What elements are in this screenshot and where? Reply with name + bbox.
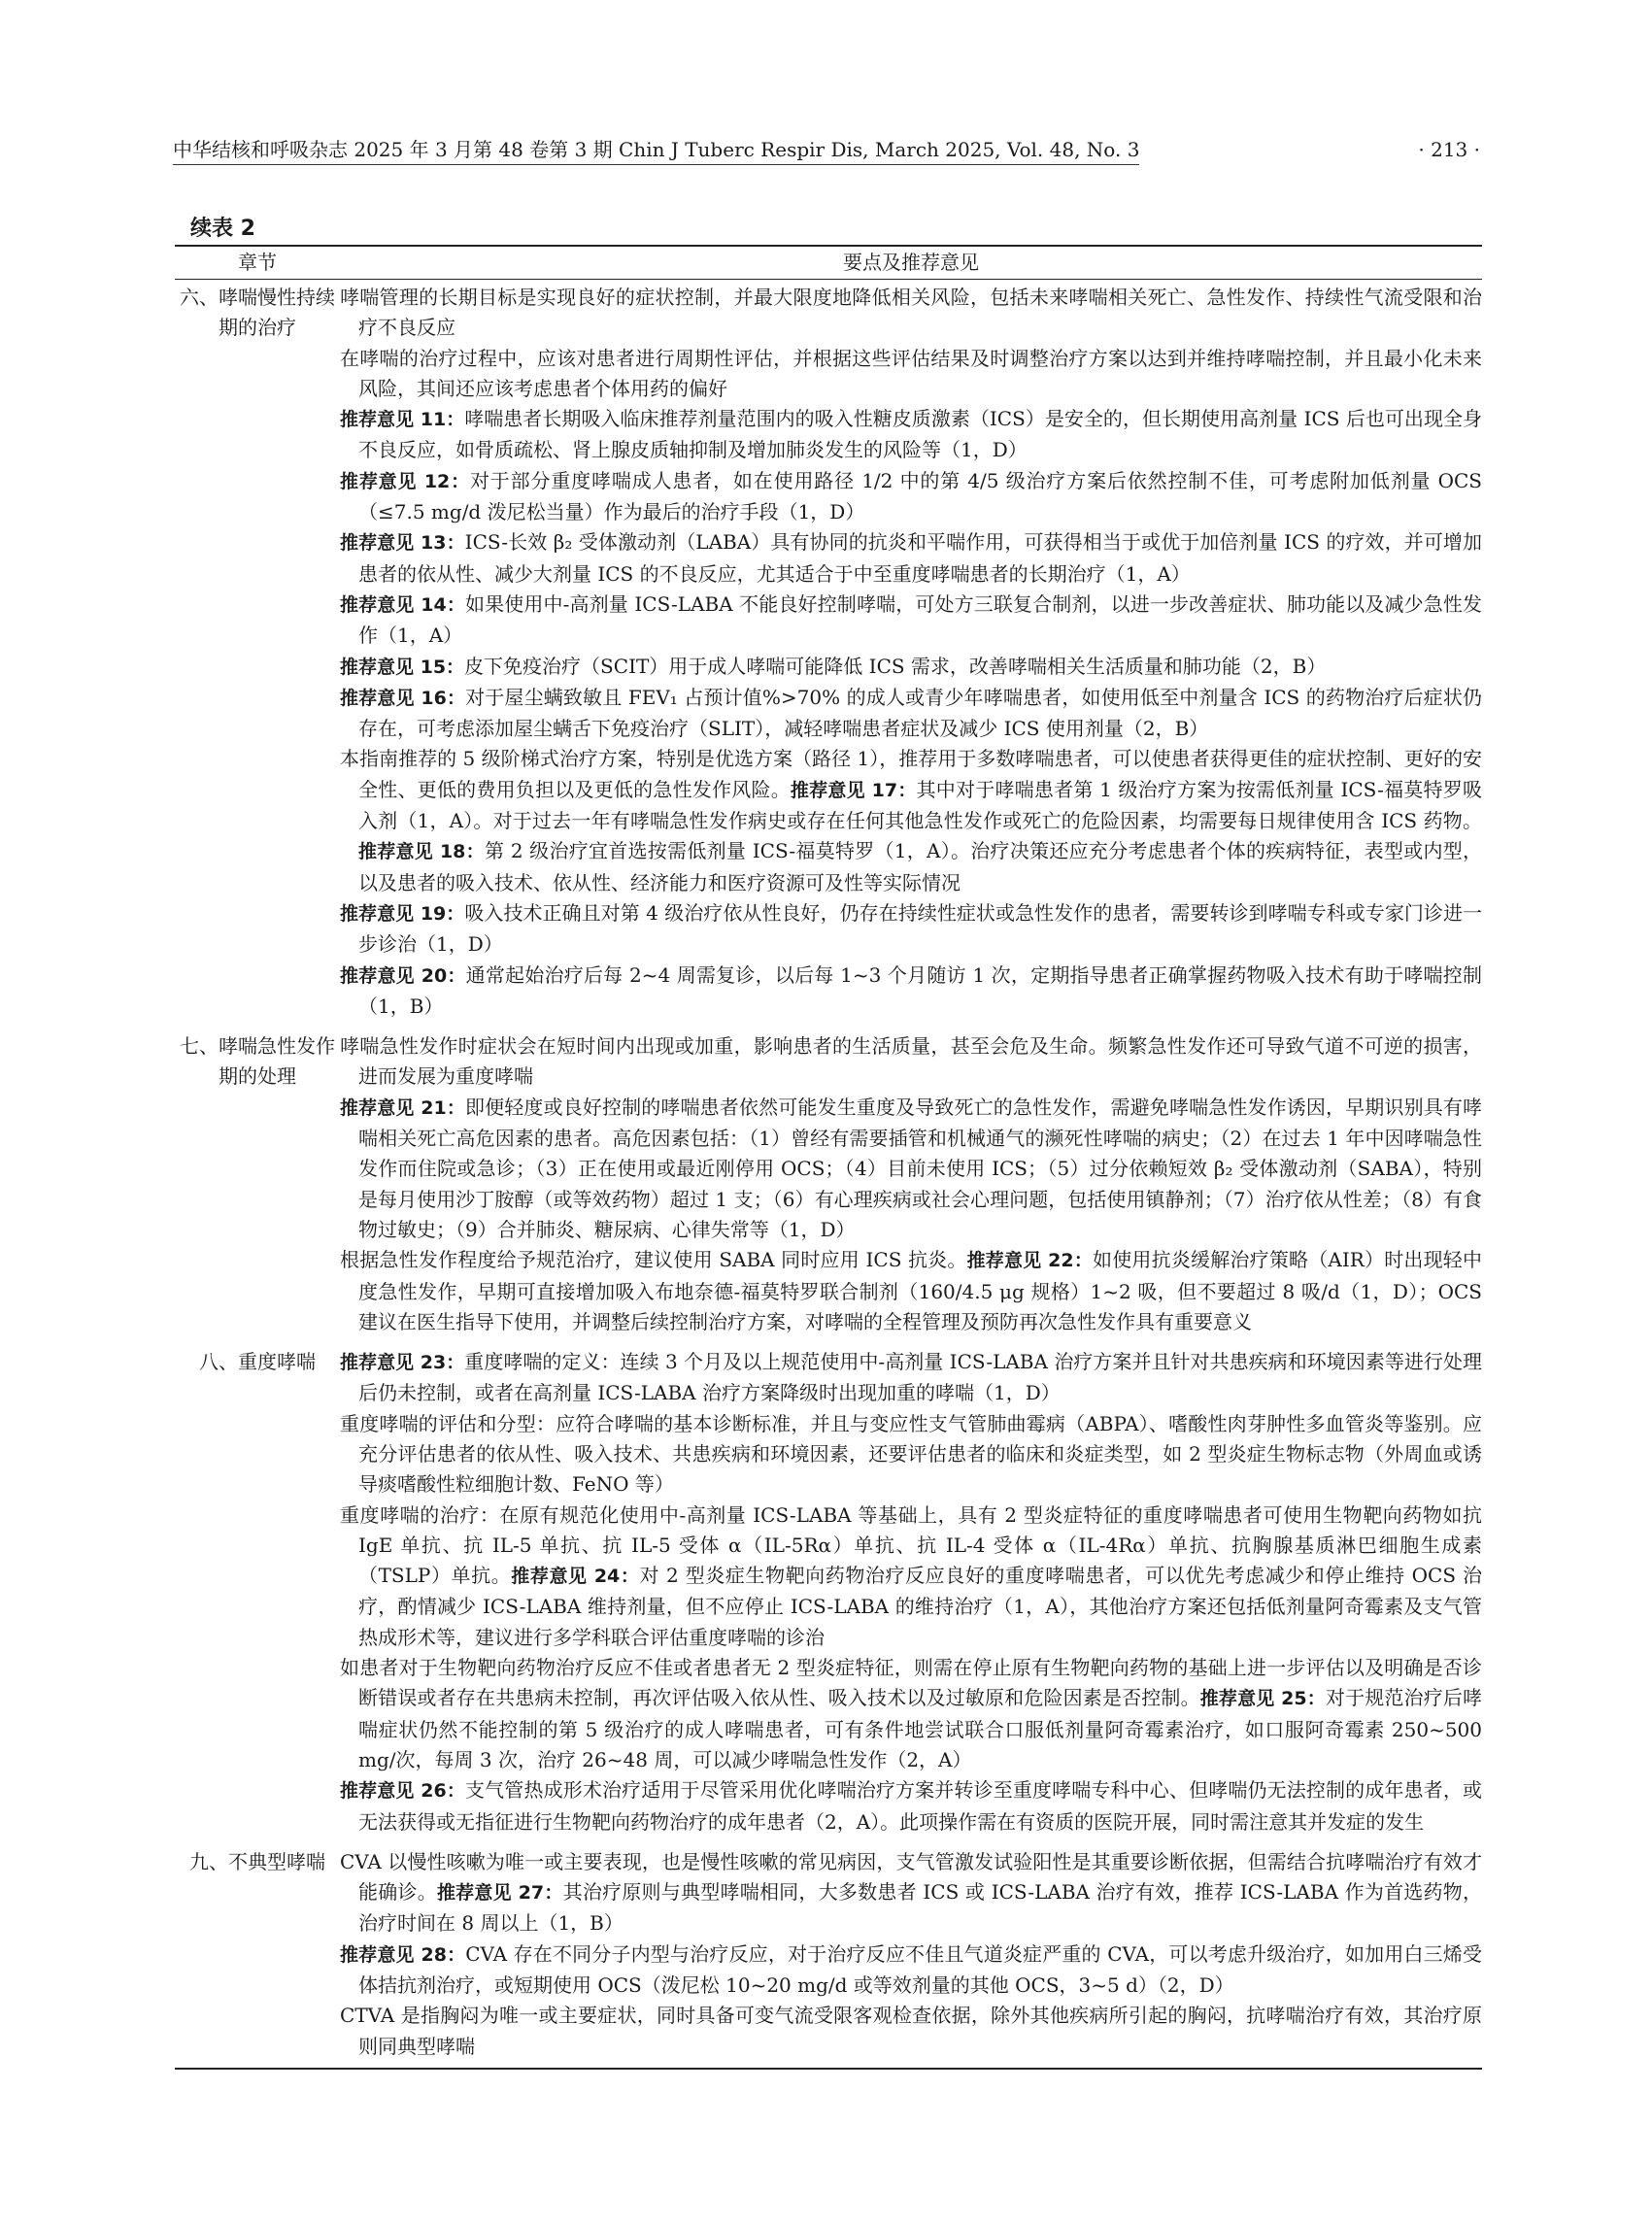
paragraph: 重度哮喘的评估和分型：应符合哮喘的基本诊断标准，并且与变应性支气管肺曲霉病（ABPA）、嗜酸性肉芽肿性多血管炎等鉴别。应充分评估患者的依从性、吸入技术、共患疾病和环境因素，还要评估患者的临床和炎症类型，如 2 型炎症生物标志物（外周血或诱导痰嗜酸性粒细胞计数、FeNO 等）	[340, 1411, 1482, 1497]
section-label: 九、不典型哮喘	[189, 1849, 325, 1873]
text: 对 2 型炎症生物靶向药物治疗反应良好的重度哮喘患者，可以优先考虑减少和停止维持 OCS 治疗，酌情减少 ICS-LABA 维持剂量，但不应停止 ICS-LABA 的维持治疗（1，A），其他治疗方案还包括低剂量阿奇霉素及支气管热成形术等，建议进行多学科联合评估重度哮喘的诊治	[358, 1564, 1482, 1649]
section-atypical-asthma	[175, 1847, 1482, 2062]
rec-text: 通常起始治疗后每 2~4 周需复诊，以后每 1~3 个月随访 1 次，定期指导患者正确掌握药物吸入技术有助于哮喘控制（1，B）	[358, 962, 1482, 1018]
paragraph: 在哮喘的治疗过程中，应该对患者进行周期性评估，并根据这些评估结果及时调整治疗方案以达到并维持哮喘控制，并且最小化未来风险，其间还应该考虑患者个体用药的偏好	[340, 346, 1482, 400]
rec-text: 即便轻度或良好控制的哮喘患者依然可能发生重度及导致死亡的急性发作，需避免哮喘急性发作诱因，早期识别具有哮喘相关死亡高危因素的患者。高危因素包括：（1）曾经有需要插管和机械通气的濒死性哮喘的病史；（2）在过去 1 年中因哮喘急性发作而住院或急诊；（3）正在使用或最近刚停用 OCS；（4）目前未使用 ICS；（5）过分依赖短效 β₂ 受体激动剂（SABA），特别是每月使用沙丁胺醇（或等效药物）超过 1 支；（6）有心理疾病或社会心理问题，包括使用镇静剂；（7）治疗依从性差；（8）有食物过敏史；（9）合并肺炎、糖尿病、心律失常等（1，D）	[358, 1095, 1482, 1241]
journal-header: 中华结核和呼吸杂志 2025 年 3 月第 48 卷第 3 期 Chin J Tuberc Respir Dis, March 2025, Vol. 48, No. 3	[173, 136, 1139, 165]
section-label: 八、重度哮喘	[199, 1350, 316, 1374]
rec-label: 推荐意见 11：	[340, 409, 465, 431]
rec-text: ICS-长效 β₂ 受体激动剂（LABA）具有协同的抗炎和平喘作用，可获得相当于或优于加倍剂量 ICS 的疗效，并可增加患者的依从性、减少大剂量 ICS 的不良反应，尤其适合于中至重度哮喘患者的长期治疗（1，A）	[358, 530, 1482, 586]
rec-text: 支气管热成形术治疗适用于尽管采用优化哮喘治疗方案并转诊至重度哮喘专科中心、但哮喘仍无法控制的成年患者，或无法获得或无指征进行生物靶向药物治疗的成年患者（2，A）。此项操作需在有资质的医院开展，同时需注意其并发症的发生	[358, 1778, 1482, 1834]
table-bottom-rule	[175, 2068, 1482, 2070]
section-acute-exacerbation	[175, 1031, 1482, 1337]
rec-label: 推荐意见 20：	[340, 964, 466, 987]
text: 如使用抗炎缓解治疗策略（AIR）时出现轻中度急性发作，早期可直接增加吸入布地奈德-福莫特罗联合制剂（160/4.5 μg 规格）1~2 吸，但不要超过 8 吸/d（1，D）；OCS 建议在医生指导下使用，并调整后续控制治疗方案，对哮喘的全程管理及预防再次急性发作具有重要意义	[358, 1248, 1483, 1333]
text: 对于规范治疗后哮喘症状仍然不能控制的第 5 级治疗的成人哮喘患者，可有条件地尝试联合口服低剂量阿奇霉素治疗，如口服阿奇霉素 250~500 mg/次，每周 3 次，治疗 26~48 周，可以减少哮喘急性发作（2，A）	[358, 1686, 1483, 1771]
rec-label: 推荐意见 21：	[340, 1096, 466, 1119]
text: 根据急性发作程度给予规范治疗，建议使用 SABA 同时应用 ICS 抗炎。	[340, 1248, 967, 1272]
paragraph	[340, 1500, 1482, 1653]
rec-label: 推荐意见 25：	[1199, 1688, 1326, 1710]
recommendation	[340, 683, 1482, 745]
rec-label: 推荐意见 28：	[340, 1943, 466, 1966]
recommendation	[340, 527, 1482, 590]
text: 本指南推荐的 5 级阶梯式治疗方案，特别是优选方案（路径 1），推荐用于多数哮喘患者，可以使患者获得更佳的症状控制、更好的安全性、更低的费用负担以及更低的急性发作风险。	[340, 747, 1482, 801]
rec-label: 推荐意见 19：	[340, 902, 465, 925]
recommendation	[340, 1775, 1482, 1837]
page-number: · 213 ·	[1418, 138, 1480, 161]
recommendation	[340, 590, 1482, 652]
section-body	[340, 283, 1482, 1022]
col-header-chapter: 章节	[238, 251, 277, 274]
rec-text: 重度哮喘的定义：连续 3 个月及以上规范使用中-高剂量 ICS-LABA 治疗方案并且针对共患疾病和环境因素等进行处理后仍未控制，或者在高剂量 ICS-LABA 治疗方案降级时出现加重的哮喘（1，D）	[358, 1350, 1482, 1405]
rec-text: CVA 存在不同分子内型与治疗反应，对于治疗反应不佳且气道炎症严重的 CVA，可以考虑升级治疗，如加用白三烯受体拮抗剂治疗，或短期使用 OCS（泼尼松 10~20 mg/d 或等效剂量的其他 OCS，3~5 d）（2，D）	[358, 1941, 1482, 1998]
col-header-points: 要点及推荐意见	[843, 251, 979, 274]
recommendation	[340, 466, 1482, 528]
rec-text: 皮下免疫治疗（SCIT）用于成人哮喘可能降低 ICS 需求，改善哮喘相关生活质量和肺功能（2，B）	[464, 654, 1327, 678]
paragraph: CTVA 是指胸闷为唯一或主要症状，同时具备可变气流受限客观检查依据，除外其他疾病所引起的胸闷，抗哮喘治疗有效，其治疗原则同典型哮喘	[340, 2004, 1482, 2058]
table-header-row	[175, 247, 1482, 279]
paragraph	[340, 744, 1482, 897]
rec-text: 对于屋尘螨致敏且 FEV₁ 占预计值%>70% 的成人或青少年哮喘患者，如使用低至中剂量含 ICS 的药物治疗后症状仍存在，可考虑添加屋尘螨舌下免疫治疗（SLIT），减轻哮喘患者症状及减少 ICS 使用剂量（2，B）	[358, 685, 1482, 741]
recommendation	[340, 1347, 1482, 1409]
paragraph: 哮喘急性发作时症状会在短时间内出现或加重，影响患者的生活质量，甚至会危及生命。频繁急性发作还可导致气道不可逆的损害，进而发展为重度哮喘	[340, 1034, 1482, 1089]
paragraph	[340, 1245, 1482, 1337]
rec-label: 推荐意见 23：	[340, 1352, 465, 1374]
rec-label: 推荐意见 26：	[340, 1780, 466, 1803]
rec-label: 推荐意见 12：	[340, 470, 470, 492]
text: 其治疗原则与典型哮喘相同，大多数患者 ICS 或 ICS-LABA 治疗有效，推荐 ICS-LABA 作为首选药物，治疗时间在 8 周以上（1，B）	[358, 1880, 1483, 1936]
recommendation	[340, 898, 1482, 961]
rec-label: 推荐意见 15：	[340, 656, 465, 678]
rec-text: 哮喘患者长期吸入临床推荐剂量范围内的吸入性糖皮质激素（ICS）是安全的，但长期使用高剂量 ICS 后也可出现全身不良反应，如骨质疏松、肾上腺皮质轴抑制及增加肺炎发生的风险等（1，D）	[358, 407, 1482, 462]
recommendation	[340, 1939, 1482, 2002]
recommendation	[340, 1093, 1482, 1245]
text: 重度哮喘的治疗：在原有规范化使用中-高剂量 ICS-LABA 等基础上，具有 2 型炎症特征的重度哮喘患者可使用生物靶向药物如抗 IgE 单抗、抗 IL-5 单抗、抗 IL-5 受体 α（IL-5Rα）单抗、抗 IL-4 受体 α（IL-4Rα）单抗、抗胸腺基质淋巴细胞生成素（TSLP）单抗。	[340, 1502, 1482, 1588]
section-severe-asthma	[175, 1347, 1482, 1837]
paragraph	[340, 1847, 1482, 1939]
rec-label: 推荐意见 14：	[340, 593, 465, 616]
section-label: 七、哮喘急性发作期的处理	[180, 1034, 335, 1089]
recommendation	[340, 652, 1482, 683]
table-header-rule	[175, 279, 1482, 280]
paragraph: 哮喘管理的长期目标是实现良好的症状控制，并最大限度地降低相关风险，包括未来哮喘相关死亡、急性发作、持续性气流受限和治疗不良反应	[340, 286, 1482, 340]
section-body	[340, 1847, 1482, 2062]
rec-text: 如果使用中-高剂量 ICS-LABA 不能良好控制哮喘，可处方三联复合制剂，以进一步改善症状、肺功能以及减少急性发作（1，A）	[358, 591, 1483, 648]
text: 其中对于哮喘患者第 1 级治疗方案为按需低剂量 ICS-福莫特罗吸入剂（1，A）。对于过去一年有哮喘急性发作病史或存在任何其他急性发作或死亡的危险因素，均需要每日规律使用含 ICS 药物。	[358, 777, 1482, 833]
table-title: 续表 2	[190, 217, 255, 241]
page-header	[173, 136, 1480, 165]
section-label: 六、哮喘慢性持续期的治疗	[180, 286, 335, 340]
rec-label: 推荐意见 24：	[511, 1566, 640, 1588]
rec-label: 推荐意见 13：	[340, 532, 465, 555]
rec-text: 吸入技术正确且对第 4 级治疗依从性良好，仍存在持续性症状或急性发作的患者，需要转诊到哮喘专科或专家门诊进一步诊治（1，D）	[358, 900, 1482, 957]
rec-label: 推荐意见 22：	[966, 1250, 1094, 1272]
section-chronic-treatment	[175, 283, 1482, 1022]
recommendation	[340, 961, 1482, 1023]
rec-text: 对于部分重度哮喘成人患者，如在使用路径 1/2 中的第 4/5 级治疗方案后依然控制不佳，可考虑附加低剂量 OCS（≤7.5 mg/d 泼尼松当量）作为最后的治疗手段（1，D）	[358, 468, 1483, 524]
rec-label: 推荐意见 18：	[358, 841, 485, 863]
rec-label: 推荐意见 16：	[340, 687, 466, 709]
recommendation	[340, 404, 1482, 466]
text: CVA 以慢性咳嗽为唯一或主要表现，也是慢性咳嗽的常见病因，支气管激发试验阳性是其重要诊断依据，但需结合抗哮喘治疗有效才能确诊。	[340, 1849, 1482, 1905]
text: 如患者对于生物靶向药物治疗反应不佳或者患者无 2 型炎症特征，则需在停止原有生物靶向药物的基础上进一步评估以及明确是否诊断错误或者存在共患病未控制，再次评估吸入依从性、吸入技术以及过敏原和危险因素是否控制。	[340, 1656, 1482, 1710]
section-body	[340, 1347, 1482, 1837]
rec-label: 推荐意见 17：	[790, 779, 917, 801]
section-body	[340, 1031, 1482, 1337]
text: 第 2 级治疗宜首选按需低剂量 ICS-福莫特罗（1，A）。治疗决策还应充分考虑患者个体的疾病特征，表型或内型，以及患者的吸入技术、依从性、经济能力和医疗资源可及性等实际情况	[358, 839, 1482, 894]
rec-label: 推荐意见 27：	[436, 1882, 563, 1905]
paragraph	[340, 1653, 1482, 1775]
recommendation-table	[175, 245, 1482, 2070]
